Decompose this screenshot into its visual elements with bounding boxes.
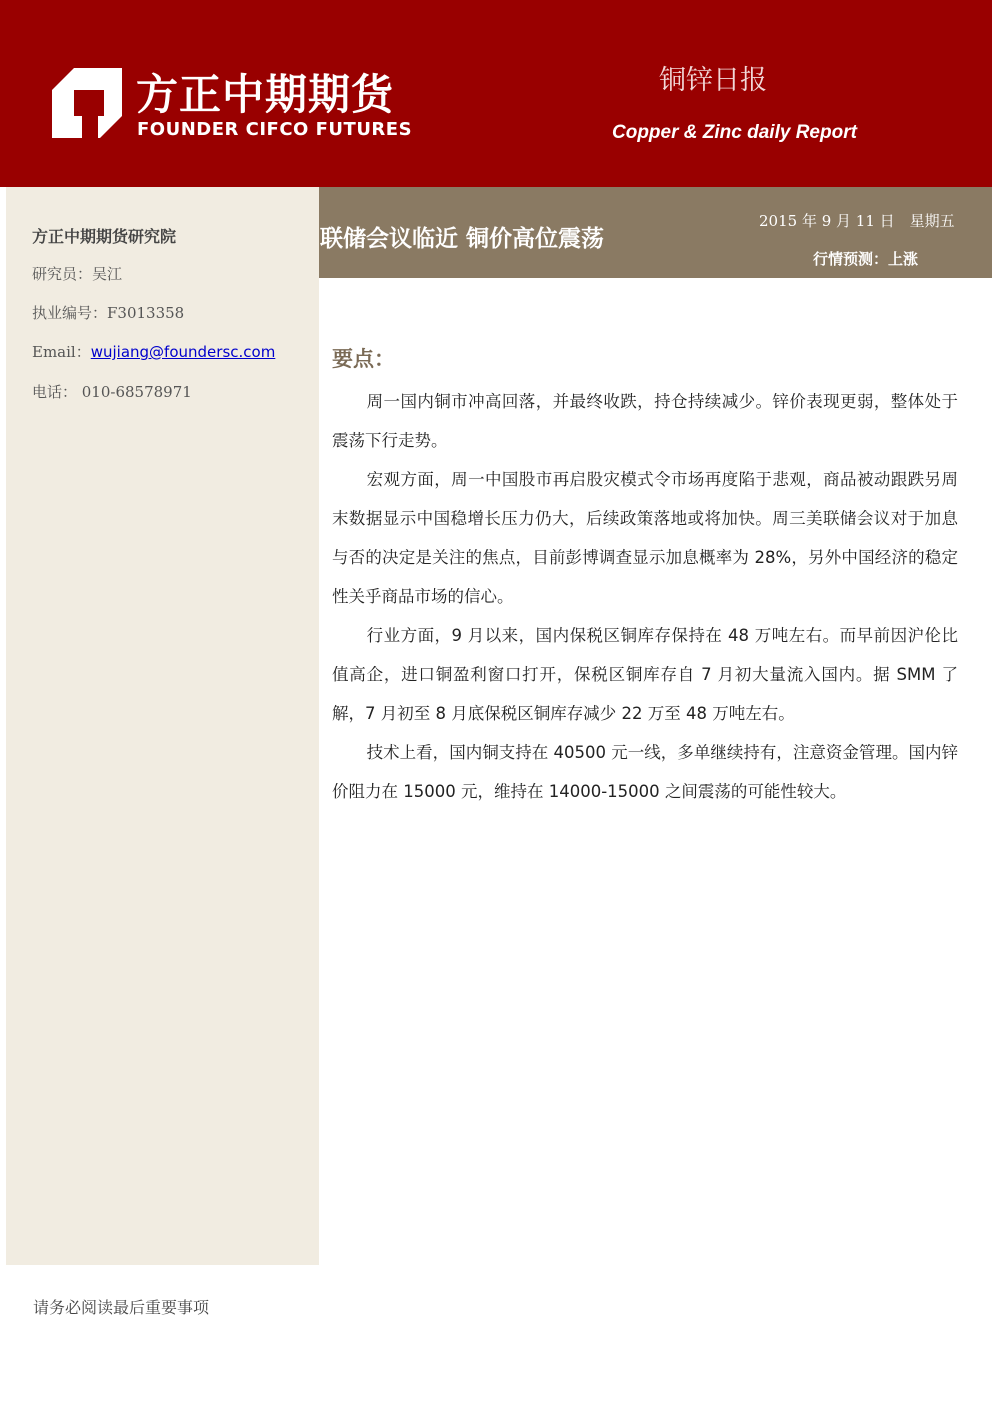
brand-name-cn: 方正中期期货 [136,70,395,119]
email-label: Email： [32,343,91,361]
article-title: 联储会议临近 铜价高位震荡 [320,226,605,252]
report-header [0,0,992,187]
researcher-name: 研究员：吴江 [32,265,123,283]
paragraph: 行业方面，9 月以来，国内保税区铜库存保持在 48 万吨左右。而早前因沪伦比值高企，进口铜盈利窗口打开，保税区铜库存自 7 月初大量流入国内。据 SMM 了解，7 月初至 8 月底保税区铜库存减少 22 万至 48 万吨左右。 [332,626,958,723]
founder-logo-icon [52,68,122,138]
institute-name: 方正中期期货研究院 [32,227,177,246]
report-title: 铜锌日报 [659,65,767,96]
email-link[interactable]: wujiang@foundersc.com [90,343,276,361]
market-forecast: 行情预测：上涨 [813,250,919,268]
article-body [332,382,958,811]
license-number: 执业编号：F3013358 [32,304,185,322]
phone-line: 电话： 010-68578971 [32,383,192,401]
paragraph: 技术上看，国内铜支持在 40500 元一线，多单继续持有，注意资金管理。国内锌价阻力在 15000 元，维持在 14000-15000 之间震荡的可能性较大。 [332,743,958,801]
key-points-heading: 要点： [332,347,395,371]
email-line [32,341,275,362]
disclaimer-note: 请务必阅读最后重要事项 [33,1298,210,1317]
report-subtitle: Copper & Zinc daily Report [612,122,857,143]
report-date: 2015 年 9 月 11 日 星期五 [759,212,955,230]
paragraph: 周一国内铜市冲高回落，并最终收跌，持仓持续减少。锌价表现更弱，整体处于震荡下行走势。 [332,392,958,450]
paragraph: 宏观方面，周一中国股市再启股灾模式令市场再度陷于悲观，商品被动跟跌另周末数据显示中国稳增长压力仍大，后续政策落地或将加快。周三美联储会议对于加息与否的决定是关注的焦点，目前彭博调查显示加息概率为 28%，另外中国经济的稳定性关乎商品市场的信心。 [332,470,958,606]
brand-name-en: FOUNDER CIFCO FUTURES [137,119,413,140]
